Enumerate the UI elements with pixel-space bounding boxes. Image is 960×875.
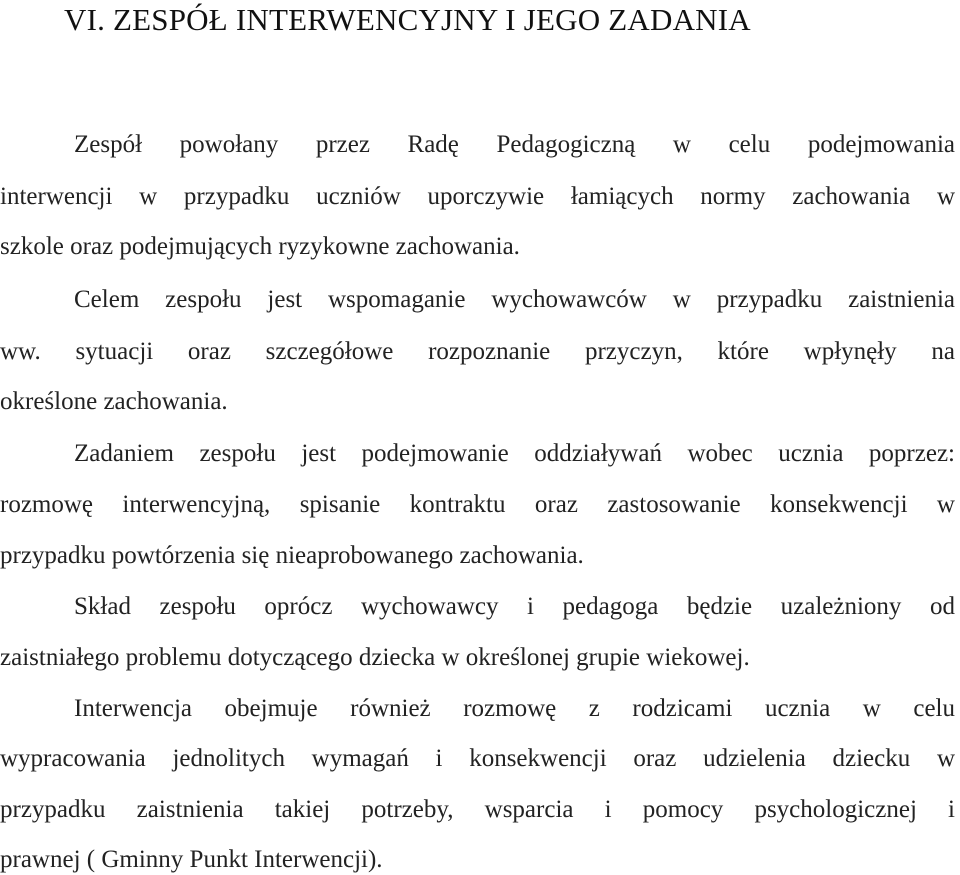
paragraph-5-line-3: przypadku zaistnienia takiej potrzeby, wsparcia i pomocy psychologicznej i bbox=[0, 796, 955, 823]
paragraph-1-line-2: interwencji w przypadku uczniów uporczywie łamiących normy zachowania w bbox=[0, 183, 955, 210]
paragraph-2-line-1: Celem zespołu jest wspomaganie wychowawców w przypadku zaistnienia bbox=[74, 286, 955, 313]
paragraph-3-line-3: przypadku powtórzenia się nieaprobowanego zachowania. bbox=[0, 542, 584, 569]
paragraph-1-line-3: szkole oraz podejmujących ryzykowne zachowania. bbox=[0, 233, 520, 260]
paragraph-4-line-2: zaistniałego problemu dotyczącego dziecka w określonej grupie wiekowej. bbox=[0, 644, 750, 671]
section-title: VI. ZESPÓŁ INTERWENCYJNY I JEGO ZADANIA bbox=[64, 2, 751, 37]
paragraph-3-line-2: rozmowę interwencyjną, spisanie kontraktu oraz zastosowanie konsekwencji w bbox=[0, 491, 955, 518]
paragraph-1-line-1: Zespół powołany przez Radę Pedagogiczną w celu podejmowania bbox=[74, 131, 955, 158]
paragraph-3-line-1: Zadaniem zespołu jest podejmowanie oddziaływań wobec ucznia poprzez: bbox=[74, 440, 955, 467]
paragraph-5-line-1: Interwencja obejmuje również rozmowę z rodzicami ucznia w celu bbox=[74, 695, 955, 722]
paragraph-5-line-4: prawnej ( Gminny Punkt Interwencji). bbox=[0, 846, 383, 873]
paragraph-2-line-2: ww. sytuacji oraz szczegółowe rozpoznanie przyczyn, które wpłynęły na bbox=[0, 338, 955, 365]
paragraph-2-line-3: określone zachowania. bbox=[0, 388, 228, 415]
paragraph-5-line-2: wypracowania jednolitych wymagań i konsekwencji oraz udzielenia dziecku w bbox=[0, 745, 955, 772]
paragraph-4-line-1: Skład zespołu oprócz wychowawcy i pedagoga będzie uzależniony od bbox=[74, 593, 955, 620]
